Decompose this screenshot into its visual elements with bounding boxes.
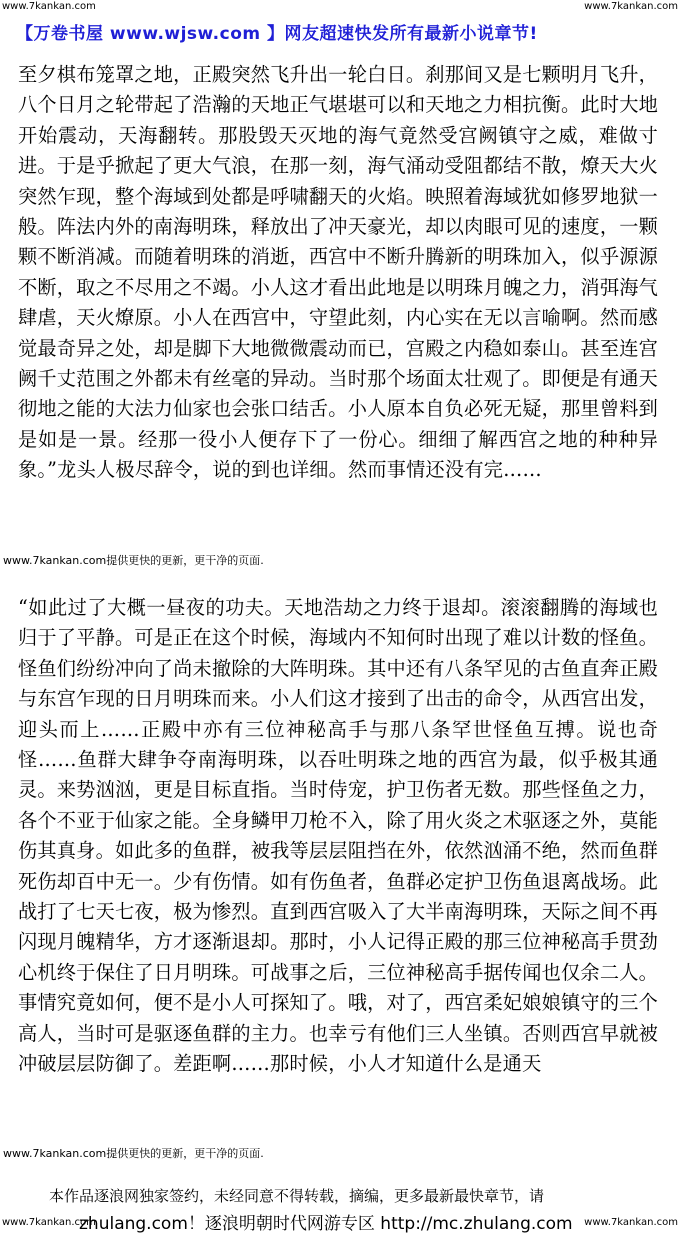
site-banner: 【万卷书屋 www.wjsw.com 】网友超速快发所有最新小说章节! bbox=[16, 24, 538, 44]
watermark-bottom-right: www.7kankan.com bbox=[584, 1217, 678, 1228]
copyright-notice: 本作品逐浪网独家签约，未经同意不得转载，摘编，更多最新最快章节，请 bbox=[49, 1187, 545, 1205]
story-paragraph-2: “如此过了大概一昼夜的功夫。天地浩劫之力终于退却。滚滚翻腾的海域也归于了平静。可是正在这个时候，海域内不知何时出现了难以计数的怪鱼。怪鱼们纷纷冲向了尚未撤除的大阵明珠。其中还有八条罕见的古鱼直奔正殿与东宫乍现的日月明珠而来。小人们这才接到了出击的命令，从西宫出发，迎头而上……正殿中亦有三位神秘高手与那八条罕世怪鱼互搏。说也奇怪……鱼群大肆争夺南海明珠，以吞吐明珠之地的西宫为最，似乎极其通灵。来势汹汹，更是目标直指。当时侍宠，护卫伤者无数。那些怪鱼之力，各个不亚于仙家之能。全身鳞甲刀枪不入，除了用火炎之术驱逐之外，莫能伤其真身。如此多的鱼群，被我等层层阻挡在外，依然汹涌不绝，然而鱼群死伤却百中无一。少有伤情。如有伤鱼者，鱼群必定护卫伤鱼退离战场。此战打了七天七夜，极为惨烈。直到西宫吸入了大半南海明珠，天际之间不再闪现月魄精华，方才逐渐退却。那时，小人记得正殿的那三位神秘高手贯劲心机终于保住了日月明珠。可战事之后，三位神秘高手据传闻也仅余二人。事情究竟如何，便不是小人可探知了。哦，对了，西宫柔妃娘娘镇守的三个高人，当时可是驱逐鱼群的主力。也幸亏有他们三人坐镇。否则西宫早就被冲破层层防御了。差距啊……那时候，小人才知道什么是通天 bbox=[18, 596, 658, 1076]
watermark-top-left: www.7kankan.com bbox=[2, 1, 96, 12]
watermark-bottom-left: www.7kankan.com bbox=[2, 1217, 96, 1228]
footer-link[interactable]: zhulang.com！逐浪明朝时代网游专区 http://mc.zhulang.com bbox=[79, 1214, 573, 1234]
story-paragraph-1: 至夕棋布笼罩之地，正殿突然飞升出一轮白日。刹那间又是七颗明月飞升，八个日月之轮带起了浩瀚的天地正气堪堪可以和天地之力相抗衡。此时大地开始震动，天海翻转。那股毁天灭地的海气竟然受宫阙镇守之威，难做寸进。于是乎掀起了更大气浪，在那一刻，海气涌动受阻都结不散，燎天大火突然乍现，整个海域到处都是呼啸翻天的火焰。映照着海域犹如修罗地狱一般。阵法内外的南海明珠，释放出了冲天豪光，却以肉眼可见的速度，一颗颗不断消减。而随着明珠的消逝，西宫中不断升腾新的明珠加入，似乎源源不断，取之不尽用之不竭。小人这才看出此地是以明珠月魄之力，消弭海气肆虐，天火燎原。小人在西宫中，守望此刻，内心实在无以言喻啊。然而感觉最奇异之处，却是脚下大地微微震动而已，宫殿之内稳如泰山。甚至连宫阙千丈范围之外都未有丝毫的异动。当时那个场面太壮观了。即便是有通天彻地之能的大法力仙家也会张口结舌。小人原本自负必死无疑，那里曾料到是如是一景。经那一役小人便存下了一份心。细细了解西宫之地的种种异象。”龙头人极尽辞令，说的到也详细。然而事情还没有完…… bbox=[18, 63, 658, 482]
watermark-top-right: www.7kankan.com bbox=[584, 1, 678, 12]
promo-line-1: www.7kankan.com提供更快的更新，更干净的页面. bbox=[3, 554, 264, 567]
promo-line-2: www.7kankan.com提供更快的更新，更干净的页面. bbox=[3, 1147, 264, 1160]
